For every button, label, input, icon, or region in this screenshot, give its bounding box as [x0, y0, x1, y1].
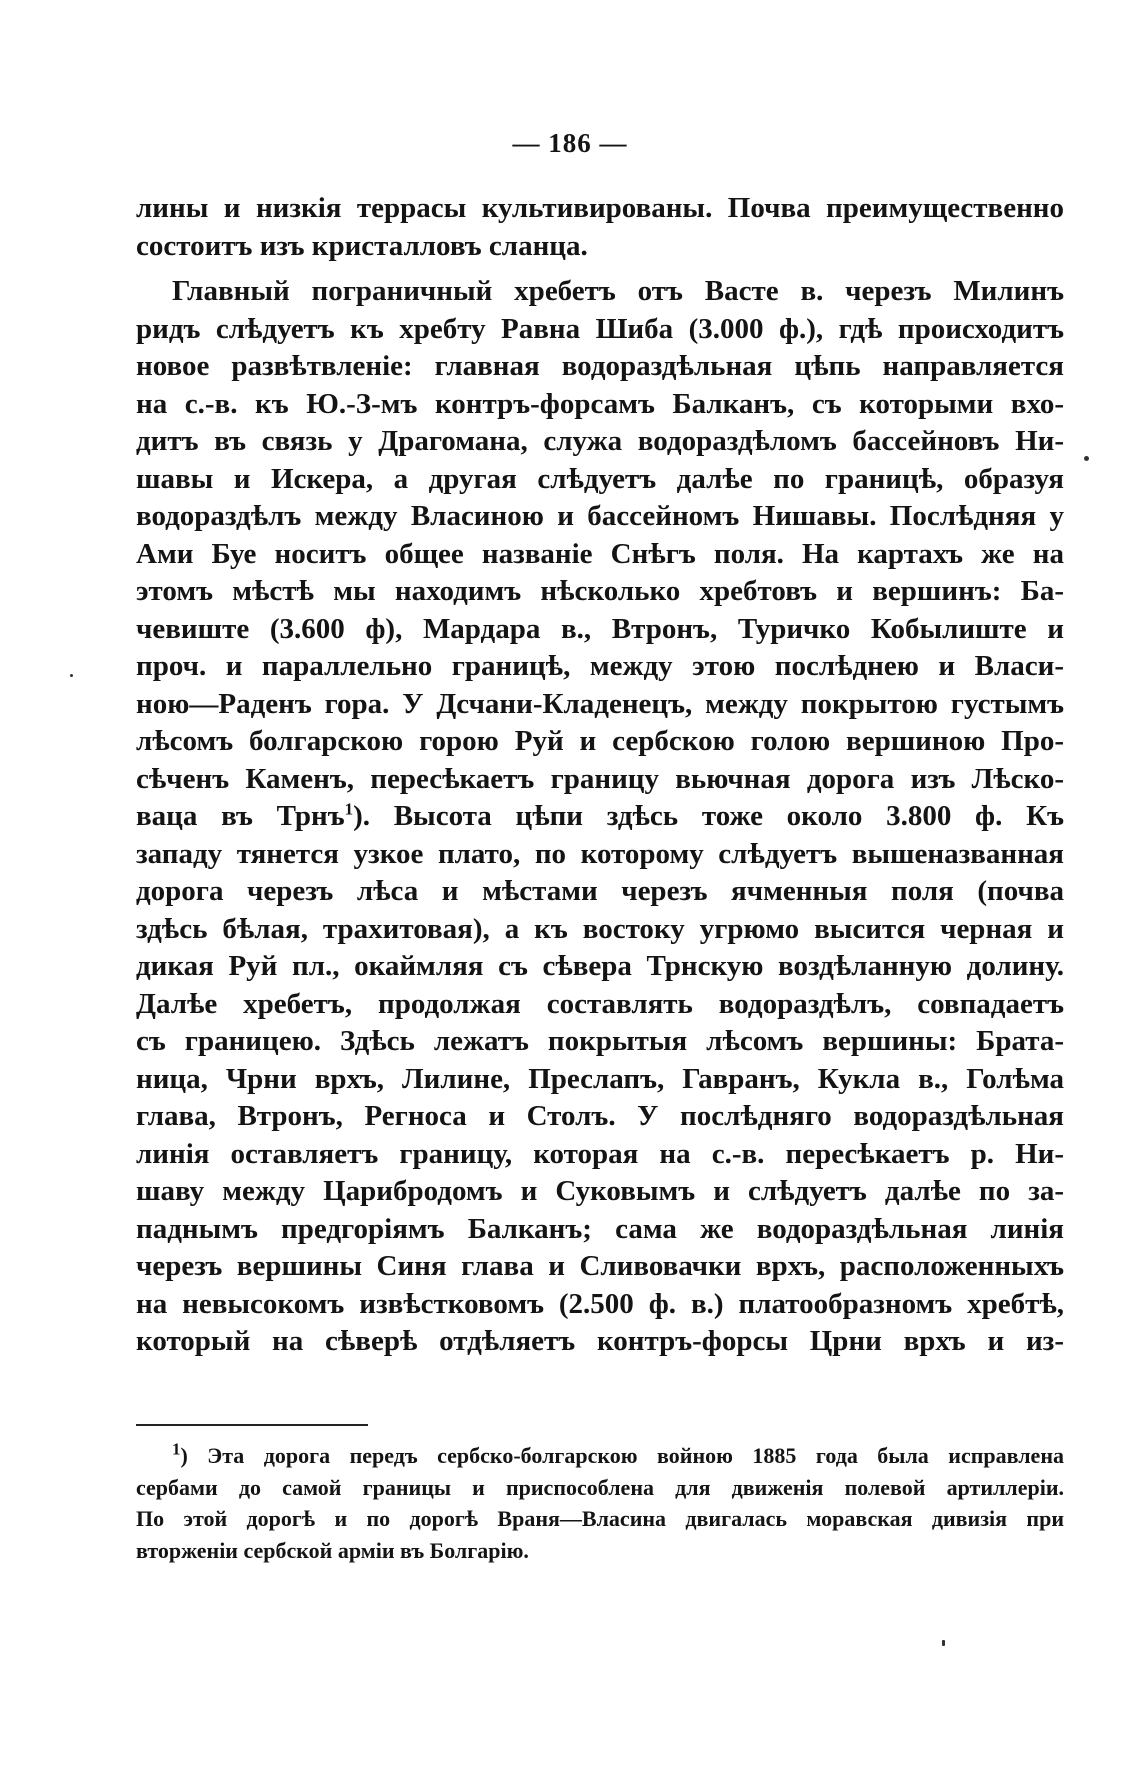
page-number: — 186 —: [512, 128, 628, 158]
text-line: новое развѣтвленіе: главная водораздѣльная цѣпь направляется: [136, 350, 1064, 382]
footnote-divider: [136, 1424, 368, 1426]
body-text: [136, 190, 1064, 1361]
scan-speck: [942, 1640, 945, 1646]
text-line: который на сѣверѣ отдѣляетъ контръ-форсы Црни врхъ и из-: [136, 1325, 1064, 1357]
text-line: состоитъ изъ кристалловъ сланца.: [136, 229, 588, 262]
text-line: Главный пограничный хребетъ отъ Васте в. черезъ Милинъ: [172, 275, 1064, 307]
text-line-head: ваца въ Трнъ: [136, 800, 345, 832]
text-line: здѣсь бѣлая, трахитовая), а къ востоку угрюмо высится черная и: [136, 912, 1064, 945]
text-line: чевиште (3.600 ф), Мардара в., Втронъ, Туричко Кобылиште и: [136, 612, 1064, 645]
text-line: сѣченъ Каменъ, пересѣкаетъ границу вьючная дорога изъ Лѣско-: [136, 762, 1064, 795]
text-line: черезъ вершины Синя глава и Сливовачки врхъ, расположенныхъ: [136, 1250, 1064, 1282]
footnote: [136, 1440, 1064, 1566]
text-line: проч. и параллельно границѣ, между этою послѣднею и Власи-: [136, 650, 1064, 682]
footnote-line: $^1$) Эта дорога передъ сербско-болгарскою войною 1885 года была исправлена: [172, 1440, 1064, 1468]
scan-speck: [1084, 456, 1089, 461]
text-line: этомъ мѣстѣ мы находимъ нѣсколько хребтовъ и вершинъ: Ба-: [136, 575, 1064, 607]
text-line: западу тянется узкое плато, по которому слѣдуетъ вышеназванная: [136, 837, 1064, 870]
footnote-marker: 1: [172, 1440, 181, 1459]
text-line: ница, Чрни врхъ, Лилине, Преслапъ, Гавранъ, Кукла в., Голѣма: [136, 1062, 1064, 1095]
text-line: Ами Буе носитъ общее названіе Снѣгъ поля. На картахъ же на: [136, 537, 1064, 570]
text-line: лѣсомъ болгарскою горою Руй и сербскою голою вершиною Про-: [136, 725, 1064, 757]
text-line: ною—Раденъ гора. У Дсчани-Кладенецъ, между покрытою густымъ: [136, 687, 1064, 720]
text-line: линія оставляетъ границу, которая на с.-в. пересѣкаетъ р. Ни-: [136, 1137, 1064, 1170]
footnote-reference: 1: [344, 799, 354, 819]
text-line: ридъ слѣдуетъ къ хребту Равна Шиба (3.000 ф.), гдѣ происходитъ: [136, 312, 1064, 345]
text-line: съ границею. Здѣсь лежатъ покрытыя лѣсомъ вершины: Брата-: [136, 1025, 1064, 1057]
footnote-line: сербами до самой границы и приспособлена для движенія полевой артиллеріи.: [136, 1474, 1064, 1500]
text-line: на невысокомъ извѣстковомъ (2.500 ф. в.) платообразномъ хребтѣ,: [136, 1287, 1064, 1320]
text-line: шавы и Искера, а другая слѣдуетъ далѣе по границѣ, образуя: [136, 462, 1064, 495]
text-line-tail: ). Высота цѣпи здѣсь тоже около 3.800 ф. Къ: [353, 800, 1064, 832]
scan-speck: [70, 674, 73, 677]
footnote-line: вторженіи сербской арміи въ Болгарію.: [136, 1537, 529, 1563]
text-line: глава, Втронъ, Регноса и Столъ. У послѣдняго водораздѣльная: [136, 1100, 1064, 1132]
text-line: шаву между Царибродомъ и Суковымъ и слѣдуетъ далѣе по за-: [136, 1175, 1064, 1207]
text-line-with-footnote-ref: [136, 798, 1064, 836]
text-line: на с.-в. къ Ю.-З-мъ контръ-форсамъ Балканъ, съ которыми вхо-: [136, 387, 1064, 420]
text-line: дитъ въ связь у Драгомана, служа водораздѣломъ бассейновъ Ни-: [136, 425, 1064, 457]
text-line: водораздѣлъ между Власиною и бассейномъ Нишавы. Послѣдняя у: [136, 500, 1064, 532]
text-line: Далѣе хребетъ, продолжая составлять водораздѣлъ, совпадаетъ: [136, 987, 1064, 1020]
text-line: паднымъ предгоріямъ Балканъ; сама же водораздѣльная линія: [136, 1212, 1064, 1245]
footnote-line: По этой дорогѣ и по дорогѣ Враня—Власина двигалась моравская дивизія при: [136, 1506, 1064, 1531]
text-line: лины и низкія террасы культивированы. Почва преимущественно: [136, 192, 1064, 224]
text-line: дорога черезъ лѣса и мѣстами черезъ ячменныя поля (почва: [136, 875, 1064, 907]
text-line: дикая Руй пл., окаймляя съ сѣвера Трнскую воздѣланную долину.: [136, 950, 1064, 982]
